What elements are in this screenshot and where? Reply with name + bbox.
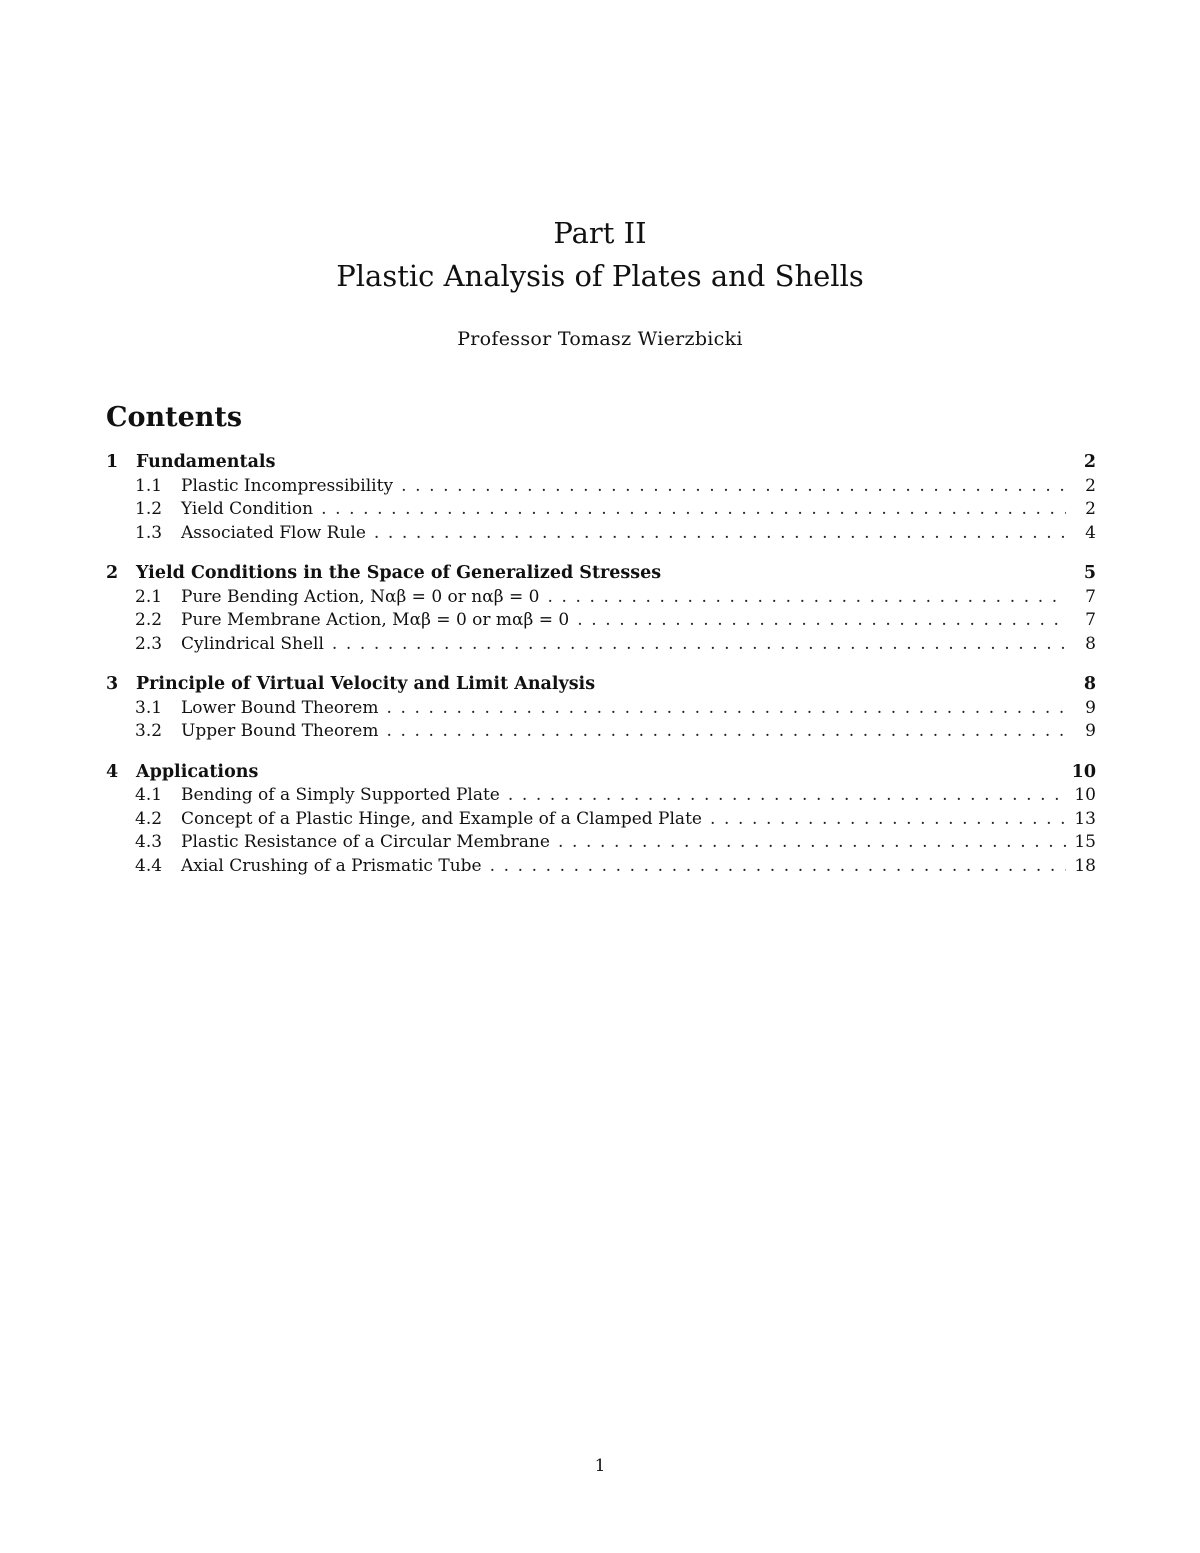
toc-section-entry[interactable] [106, 563, 1096, 587]
subsection-title: Pure Membrane Action, Mαβ = 0 or mαβ = 0 [181, 610, 570, 630]
dot-leader [332, 634, 1066, 654]
toc-subsection-entry[interactable] [106, 809, 1096, 833]
dot-leader [547, 587, 1066, 607]
subsection-number: 1.2 [135, 499, 163, 519]
subsection-page: 8 [1085, 633, 1096, 654]
dot-leader [321, 499, 1066, 519]
table-of-contents [106, 452, 1096, 896]
subsection-title: Plastic Incompressibility [181, 475, 394, 496]
subsection-number: 3.1 [135, 697, 163, 718]
subsection-title: Upper Bound Theorem [181, 721, 379, 741]
document-title: Plastic Analysis of Plates and Shells [336, 259, 864, 293]
section-page: 8 [1083, 674, 1096, 694]
subsection-title: Plastic Resistance of a Circular Membrane [181, 832, 550, 852]
toc-section [106, 674, 1096, 745]
dot-leader [577, 610, 1066, 630]
subsection-number: 4.2 [135, 808, 163, 829]
subsection-page: 2 [1085, 499, 1096, 519]
toc-subsection-entry[interactable] [106, 832, 1096, 856]
section-number: 4 [106, 761, 119, 782]
toc-subsection-entry[interactable] [106, 634, 1096, 658]
toc-subsection-entry[interactable] [106, 476, 1096, 500]
section-page: 10 [1071, 761, 1096, 782]
subsection-title: Cylindrical Shell [181, 633, 324, 654]
subsection-page: 13 [1074, 808, 1096, 829]
toc-section [106, 563, 1096, 657]
subsection-number: 1.1 [135, 475, 163, 496]
contents-heading: Contents [106, 402, 243, 433]
toc-subsection-entry[interactable] [106, 698, 1096, 722]
subsection-page: 18 [1074, 855, 1096, 876]
dot-leader [386, 698, 1066, 718]
subsection-page: 9 [1085, 697, 1096, 718]
part-title: Part II [553, 216, 647, 250]
subsection-number: 4.1 [135, 785, 163, 805]
subsection-number: 4.3 [135, 832, 163, 852]
dot-leader [558, 832, 1066, 852]
dot-leader [374, 523, 1066, 543]
page-number: 1 [594, 1456, 606, 1476]
section-title: Principle of Virtual Velocity and Limit Analysis [136, 674, 596, 694]
subsection-page: 2 [1085, 475, 1096, 496]
section-page: 5 [1083, 563, 1096, 583]
section-title: Fundamentals [136, 452, 276, 472]
dot-leader [490, 856, 1066, 876]
subsection-number: 3.2 [135, 721, 163, 741]
toc-subsection-entry[interactable] [106, 523, 1096, 547]
section-number: 2 [106, 563, 119, 583]
toc-section-entry[interactable] [106, 452, 1096, 476]
subsection-page: 15 [1074, 832, 1096, 852]
subsection-page: 7 [1085, 610, 1096, 630]
toc-subsection-entry[interactable] [106, 721, 1096, 745]
section-page: 2 [1083, 452, 1096, 472]
toc-subsection-entry[interactable] [106, 587, 1096, 611]
subsection-title: Bending of a Simply Supported Plate [181, 785, 500, 805]
toc-section-entry[interactable] [106, 762, 1096, 786]
subsection-page: 7 [1085, 586, 1096, 607]
toc-section [106, 452, 1096, 546]
title-block [0, 212, 1200, 352]
section-title: Applications [136, 761, 259, 782]
toc-subsection-entry[interactable] [106, 610, 1096, 634]
subsection-number: 2.1 [135, 586, 163, 607]
toc-subsection-entry[interactable] [106, 499, 1096, 523]
subsection-page: 9 [1085, 721, 1096, 741]
dot-leader [508, 785, 1066, 805]
subsection-number: 2.2 [135, 610, 163, 630]
subsection-page: 4 [1085, 522, 1096, 543]
subsection-title: Yield Condition [181, 499, 314, 519]
dot-leader [710, 809, 1066, 829]
subsection-page: 10 [1074, 785, 1096, 805]
subsection-number: 4.4 [135, 855, 163, 876]
subsection-title: Associated Flow Rule [181, 522, 366, 543]
toc-subsection-entry[interactable] [106, 856, 1096, 880]
subsection-title: Concept of a Plastic Hinge, and Example of a Clamped Plate [181, 808, 702, 829]
dot-leader [386, 721, 1066, 741]
toc-subsection-entry[interactable] [106, 785, 1096, 809]
dot-leader [401, 476, 1066, 496]
subsection-number: 2.3 [135, 633, 163, 654]
toc-section [106, 762, 1096, 880]
subsection-number: 1.3 [135, 522, 163, 543]
subsection-title: Lower Bound Theorem [181, 697, 379, 718]
subsection-title: Axial Crushing of a Prismatic Tube [181, 855, 482, 876]
author: Professor Tomasz Wierzbicki [457, 328, 743, 350]
section-number: 1 [106, 452, 119, 472]
toc-section-entry[interactable] [106, 674, 1096, 698]
section-title: Yield Conditions in the Space of Generalized Stresses [136, 563, 662, 583]
section-number: 3 [106, 674, 119, 694]
subsection-title: Pure Bending Action, Nαβ = 0 or nαβ = 0 [181, 586, 540, 607]
